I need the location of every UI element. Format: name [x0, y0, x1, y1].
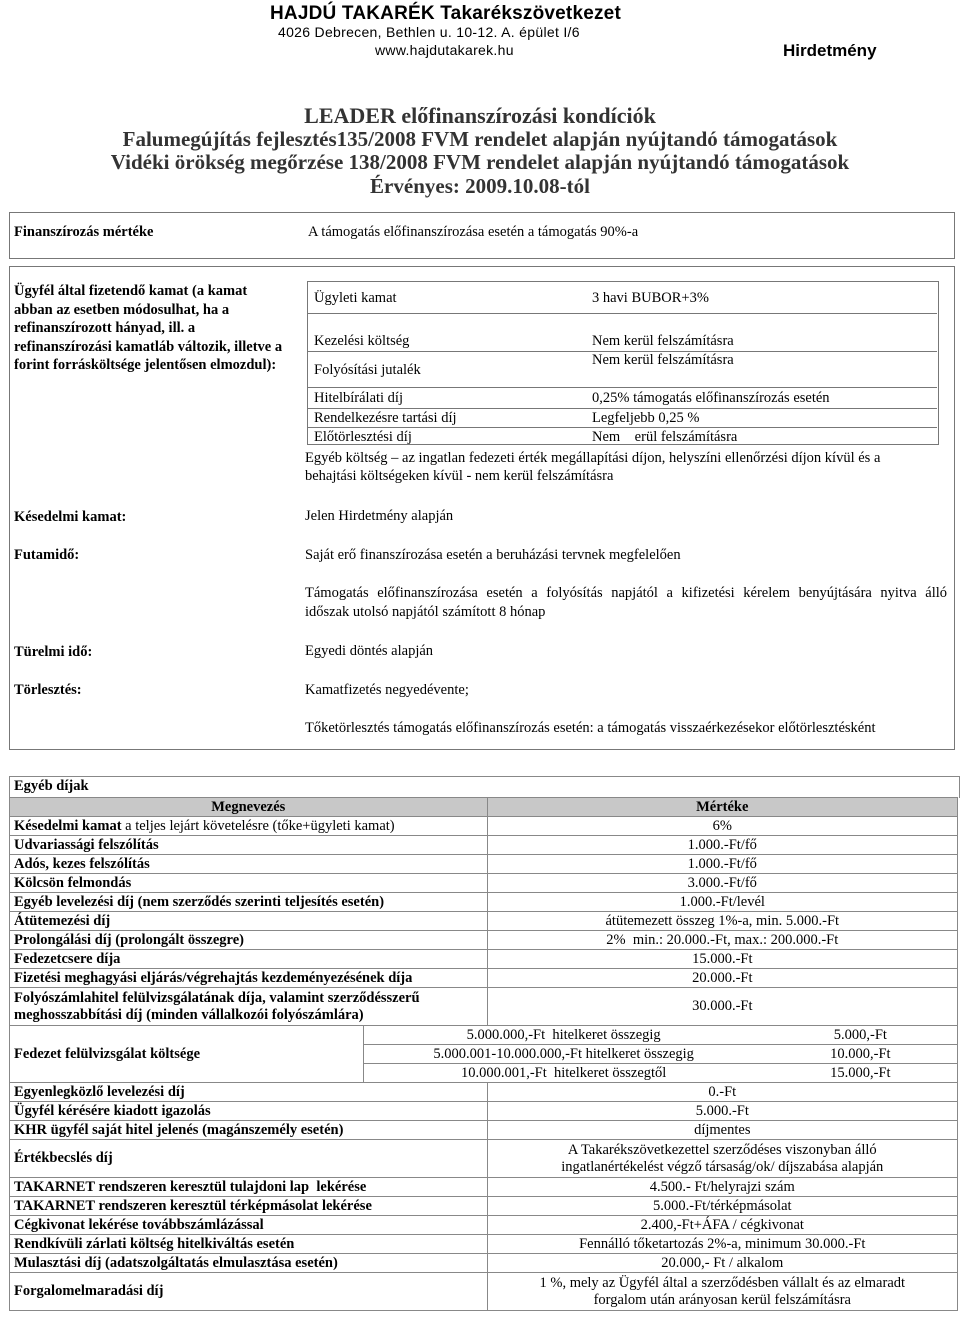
- other-cost-line-2: behajtási költségeken kívül - nem kerül felszámításra: [305, 468, 614, 484]
- fee-name: Folyószámlahitel felülvizsgálatának díja, valamint szerződésszerű meghosszabbítási díj (minden vállalkozói folyószámlára): [10, 988, 488, 1026]
- table-row: [10, 1026, 958, 1045]
- divider: [307, 427, 937, 428]
- document-type: Hirdetmény: [783, 41, 877, 60]
- fee-name: Átütemezési díj: [10, 912, 488, 931]
- fees-title-box: [9, 776, 960, 798]
- duration-value: Saját erő finanszírozása esetén a beruházási tervnek megfelelően: [305, 547, 681, 563]
- fees-header-row: [10, 798, 958, 817]
- interest-row-value: Nem kerül felszámításra: [592, 352, 734, 368]
- fee-name: Egyéb levelezési díj (nem szerződés szerinti teljesítés esetén): [10, 893, 488, 912]
- table-row: [10, 1083, 958, 1102]
- title-block: [0, 104, 960, 198]
- table-row: [10, 912, 958, 931]
- validity-date: Érvényes: 2009.10.08-tól: [370, 173, 590, 198]
- fee-name: Forgalomelmaradási díj: [10, 1273, 488, 1311]
- fee-name: Udvariassági felszólítás: [10, 836, 488, 855]
- interest-row-name: Előtörlesztési díj: [314, 429, 412, 445]
- fee-name: Értékbecslés díj: [10, 1140, 488, 1178]
- table-row: [10, 988, 958, 1026]
- fee-name: Rendkívüli zárlati költség hitelkiváltás esetén: [10, 1235, 488, 1254]
- fee-name: Fedezet felülvizsgálat költsége: [10, 1026, 364, 1083]
- collateral-value: 5.000,-Ft: [833, 1026, 887, 1043]
- collateral-range: 10.000.001,-Ft hitelkeret összegtől: [460, 1064, 667, 1081]
- collateral-range: 5.000.000,-Ft hitelkeret összegig: [466, 1026, 661, 1043]
- interest-row-name: Folyósítási jutalék: [314, 362, 421, 378]
- table-row: [10, 1121, 958, 1140]
- table-row: [10, 1235, 958, 1254]
- table-row: [10, 874, 958, 893]
- fee-name: Fizetési meghagyási eljárás/végrehajtás kezdeményezésének díja: [10, 969, 488, 988]
- fee-value: 3.000.-Ft/fő: [487, 874, 957, 893]
- interest-row-value: Legfeljebb 0,25 %: [592, 410, 700, 426]
- col-header-name: Megnevezés: [10, 798, 488, 817]
- bank-address: 4026 Debrecen, Bethlen u. 10-12. A. épület I/6: [278, 24, 580, 40]
- interest-row-name: Kezelési költség: [314, 333, 410, 349]
- interest-row-name: Rendelkezésre tartási díj: [314, 410, 457, 426]
- fee-name: TAKARNET rendszeren keresztül térképmásolat lekérése: [10, 1197, 488, 1216]
- fee-name: Késedelmi kamat a teljes lejárt követelésre (tőke+ügyleti kamat): [10, 817, 488, 836]
- fee-value: 5.000.-Ft: [487, 1102, 957, 1121]
- fee-value: 1.000.-Ft/levél: [487, 893, 957, 912]
- duration-value-2-line-1: Támogatás előfinanszírozása esetén a folyósítás napjától a kifizetési kérelem benyújtására nyitva álló: [305, 585, 947, 601]
- bank-website[interactable]: www.hajdutakarek.hu: [375, 42, 514, 58]
- fees-title: Egyéb díjak: [14, 778, 89, 794]
- interest-row-value: Nem kerül felszámításra: [592, 333, 734, 349]
- duration-value-2-line-2: időszak utolsó napjától számított 8 hónap: [305, 604, 546, 620]
- subtitle-2: Vidéki örökség megőrzése 138/2008 FVM rendelet alapján nyújtandó támogatások: [110, 150, 850, 174]
- fee-name: Ügyfél kérésére kiadott igazolás: [10, 1102, 488, 1121]
- fee-name: KHR ügyfél saját hitel jelenés (magánszemély esetén): [10, 1121, 488, 1140]
- interest-row-value: Nem erül felszámításra: [592, 429, 738, 445]
- fee-value: A Takarékszövetkezettel szerződéses viszonyban álló ingatlanértékelést végző társaság/ok/ díjszabása alapján: [487, 1140, 957, 1178]
- interest-row-value: 0,25% támogatás előfinanszírozás esetén: [592, 390, 830, 406]
- other-cost-line-1: Egyéb költség – az ingatlan fedezeti érték megállapítási díjon, helyszíni ellenőrzési díjon kívül és a: [305, 450, 881, 466]
- fees-table: [9, 797, 958, 1311]
- financing-label: Finanszírozás mértéke: [14, 224, 154, 240]
- table-row: [10, 950, 958, 969]
- fee-value: 15.000.-Ft: [487, 950, 957, 969]
- fee-name: Fedezetcsere díja: [10, 950, 488, 969]
- interest-row-name: Hitelbírálati díj: [314, 390, 403, 406]
- table-row: [10, 1254, 958, 1273]
- fee-value: 6%: [487, 817, 957, 836]
- fee-value: díjmentes: [487, 1121, 957, 1140]
- divider: [307, 313, 937, 314]
- fee-value: 4.500.- Ft/helyrajzi szám: [487, 1178, 957, 1197]
- fee-name: TAKARNET rendszeren keresztül tulajdoni lap lekérése: [10, 1178, 488, 1197]
- fee-name: Mulasztási díj (adatszolgáltatás elmulasztása esetén): [10, 1254, 488, 1273]
- divider: [307, 408, 937, 409]
- page-title: LEADER előfinanszírozási kondíciók: [304, 103, 656, 128]
- duration-label: Futamidő:: [14, 547, 80, 563]
- table-row: [10, 1216, 958, 1235]
- divider: [307, 387, 937, 388]
- financing-value: A támogatás előfinanszírozása esetén a támogatás 90%-a: [308, 224, 639, 240]
- repayment-label: Törlesztés:: [14, 682, 82, 698]
- collateral-value: 15.000,-Ft: [830, 1064, 891, 1081]
- fee-value: 2% min.: 20.000.-Ft, max.: 200.000.-Ft: [487, 931, 957, 950]
- fee-value: 1.000.-Ft/fő: [487, 836, 957, 855]
- grace-period-value: Egyedi döntés alapján: [305, 643, 434, 659]
- fee-value: 1 %, mely az Ügyfél által a szerződésben vállalt és az elmaradt forgalom után arányosan kerül felszámításra: [487, 1273, 957, 1311]
- fee-name: Kölcsön felmondás: [10, 874, 488, 893]
- table-row: [10, 1140, 958, 1178]
- fee-name: Adós, kezes felszólítás: [10, 855, 488, 874]
- table-row: [10, 969, 958, 988]
- repayment-value: Kamatfizetés negyedévente;: [305, 682, 469, 698]
- fee-value: 20.000.-Ft: [487, 969, 957, 988]
- fee-value: átütemezett összeg 1%-a, min. 5.000.-Ft: [487, 912, 957, 931]
- table-row: [10, 817, 958, 836]
- interest-label: Ügyfél által fizetendő kamat (a kamat abban az esetben módosulhat, ha a refinanszírozott hányad, ill. a refinanszírozási kamatláb változik, illetve a forint forrásköltsége jelentősen elmozdul):: [14, 283, 283, 373]
- grace-period-label: Türelmi idő:: [14, 644, 93, 660]
- fee-value: 2.400,-Ft+ÁFA / cégkivonat: [487, 1216, 957, 1235]
- collateral-range: 5.000.001-10.000.000,-Ft hitelkeret összegig: [433, 1045, 694, 1062]
- fee-name: Cégkivonat lekérése továbbszámlázással: [10, 1216, 488, 1235]
- table-row: [10, 1197, 958, 1216]
- fee-value: 20.000,- Ft / alkalom: [487, 1254, 957, 1273]
- repayment-value-2: Tőketörlesztés támogatás előfinanszírozás esetén: a támogatás visszaérkezésekor előtörlesztésként: [305, 720, 876, 736]
- fee-value: 5.000.-Ft/térképmásolat: [487, 1197, 957, 1216]
- fee-value: 30.000.-Ft: [487, 988, 957, 1026]
- collateral-value: 10.000,-Ft: [830, 1045, 891, 1062]
- table-row: [10, 836, 958, 855]
- fee-value: 0.-Ft: [487, 1083, 957, 1102]
- table-row: [10, 1273, 958, 1311]
- table-row: [10, 931, 958, 950]
- table-row: [10, 855, 958, 874]
- table-row: [10, 1178, 958, 1197]
- interest-row-name: Ügyleti kamat: [314, 290, 397, 306]
- late-interest-label: Késedelmi kamat:: [14, 509, 127, 525]
- fee-value: Fennálló tőketartozás 2%-a, minimum 30.000.-Ft: [487, 1235, 957, 1254]
- bank-name: HAJDÚ TAKARÉK Takarékszövetkezet: [270, 3, 621, 24]
- table-row: [10, 893, 958, 912]
- subtitle-1: Falumegújítás fejlesztés135/2008 FVM rendelet alapján nyújtandó támogatások: [122, 126, 838, 151]
- late-interest-value: Jelen Hirdetmény alapján: [305, 508, 454, 524]
- fee-name: Egyenlegközlő levelezési díj: [10, 1083, 488, 1102]
- table-row: [10, 1102, 958, 1121]
- fee-value: 1.000.-Ft/fő: [487, 855, 957, 874]
- fee-name: Prolongálási díj (prolongált összegre): [10, 931, 488, 950]
- interest-row-value: 3 havi BUBOR+3%: [592, 290, 709, 306]
- col-header-value: Mértéke: [487, 798, 957, 817]
